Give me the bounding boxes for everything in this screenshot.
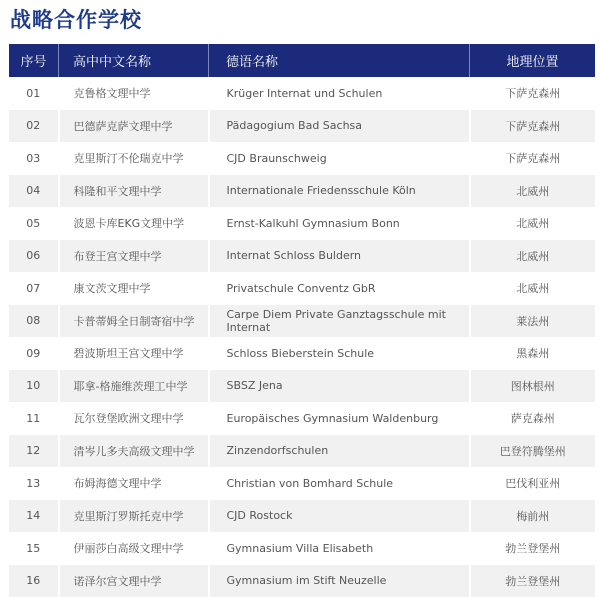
cell-location: 梅前州	[470, 500, 596, 533]
cell-german-name: Krüger Internat und Schulen	[209, 77, 470, 110]
table-row	[9, 142, 595, 175]
cell-index: 10	[9, 370, 59, 403]
header-chinese-name: 高中中文名称	[59, 44, 209, 77]
cell-chinese-name: 康文茨文理中学	[59, 272, 209, 305]
cell-german-name: CJD Rostock	[209, 500, 470, 533]
table-row	[9, 77, 595, 110]
cell-index: 12	[9, 435, 59, 468]
cell-chinese-name: 卡普蒂姆全日制寄宿中学	[59, 305, 209, 338]
table-row	[9, 565, 595, 597]
cell-index: 09	[9, 337, 59, 370]
cell-location: 勃兰登堡州	[470, 532, 596, 565]
cell-chinese-name: 伊丽莎白高级文理中学	[59, 532, 209, 565]
table-row	[9, 435, 595, 468]
cell-index: 01	[9, 77, 59, 110]
cell-location: 萨克森州	[470, 402, 596, 435]
table-row	[9, 467, 595, 500]
cell-german-name: Internat Schloss Buldern	[209, 240, 470, 273]
table-row	[9, 337, 595, 370]
cell-chinese-name: 瓦尔登堡欧洲文理中学	[59, 402, 209, 435]
cell-location: 北威州	[470, 175, 596, 208]
cell-index: 03	[9, 142, 59, 175]
cell-index: 05	[9, 207, 59, 240]
page-title: 战略合作学校	[10, 4, 142, 34]
cell-location: 北威州	[470, 207, 596, 240]
cell-index: 07	[9, 272, 59, 305]
cell-location: 巴登符腾堡州	[470, 435, 596, 468]
table-row	[9, 272, 595, 305]
cell-index: 06	[9, 240, 59, 273]
cell-chinese-name: 布姆海德文理中学	[59, 467, 209, 500]
cell-german-name: Carpe Diem Private Ganztagsschule mit Internat	[209, 305, 470, 338]
cell-index: 16	[9, 565, 59, 597]
cell-german-name: SBSZ Jena	[209, 370, 470, 403]
cell-location: 北威州	[470, 272, 596, 305]
header-location: 地理位置	[470, 44, 596, 77]
cell-location: 巴伐利亚州	[470, 467, 596, 500]
cell-index: 15	[9, 532, 59, 565]
cell-german-name: Gymnasium Villa Elisabeth	[209, 532, 470, 565]
cell-chinese-name: 克鲁格文理中学	[59, 77, 209, 110]
table-row	[9, 110, 595, 143]
cell-chinese-name: 清岑儿多夫高级文理中学	[59, 435, 209, 468]
table-row	[9, 207, 595, 240]
cell-location: 下萨克森州	[470, 77, 596, 110]
cell-german-name: Ernst-Kalkuhl Gymnasium Bonn	[209, 207, 470, 240]
cell-chinese-name: 布登王宫文理中学	[59, 240, 209, 273]
cell-index: 14	[9, 500, 59, 533]
cell-german-name: CJD Braunschweig	[209, 142, 470, 175]
cell-chinese-name: 克里斯汀罗斯托克中学	[59, 500, 209, 533]
cell-index: 02	[9, 110, 59, 143]
cell-chinese-name: 耶拿-格施维茨理工中学	[59, 370, 209, 403]
cell-chinese-name: 碧波斯坦王宫文理中学	[59, 337, 209, 370]
cell-chinese-name: 克里斯汀不伦瑞克中学	[59, 142, 209, 175]
cell-german-name: Schloss Bieberstein Schule	[209, 337, 470, 370]
cell-index: 04	[9, 175, 59, 208]
cell-german-name: Privatschule Conventz GbR	[209, 272, 470, 305]
table-row	[9, 370, 595, 403]
cell-location: 北威州	[470, 240, 596, 273]
cell-location: 下萨克森州	[470, 110, 596, 143]
cell-german-name: Internationale Friedensschule Köln	[209, 175, 470, 208]
cell-location: 黑森州	[470, 337, 596, 370]
cell-index: 13	[9, 467, 59, 500]
cell-german-name: Gymnasium im Stift Neuzelle	[209, 565, 470, 597]
cell-german-name: Christian von Bomhard Schule	[209, 467, 470, 500]
table-row	[9, 240, 595, 273]
cell-location: 莱法州	[470, 305, 596, 338]
cell-index: 08	[9, 305, 59, 338]
cell-chinese-name: 巴德萨克萨文理中学	[59, 110, 209, 143]
table-row	[9, 402, 595, 435]
cell-location: 图林根州	[470, 370, 596, 403]
cell-location: 下萨克森州	[470, 142, 596, 175]
cell-german-name: Pädagogium Bad Sachsa	[209, 110, 470, 143]
table-header-row	[9, 44, 595, 77]
cell-index: 11	[9, 402, 59, 435]
partner-schools-table	[9, 44, 595, 597]
table-row	[9, 532, 595, 565]
cell-chinese-name: 科隆和平文理中学	[59, 175, 209, 208]
cell-german-name: Europäisches Gymnasium Waldenburg	[209, 402, 470, 435]
header-german-name: 德语名称	[209, 44, 470, 77]
header-index: 序号	[9, 44, 59, 77]
cell-german-name: Zinzendorfschulen	[209, 435, 470, 468]
cell-chinese-name: 诺泽尔宫文理中学	[59, 565, 209, 597]
table-row	[9, 305, 595, 338]
table-row	[9, 175, 595, 208]
cell-chinese-name: 波恩卡库EKG文理中学	[59, 207, 209, 240]
cell-location: 勃兰登堡州	[470, 565, 596, 597]
table-row	[9, 500, 595, 533]
